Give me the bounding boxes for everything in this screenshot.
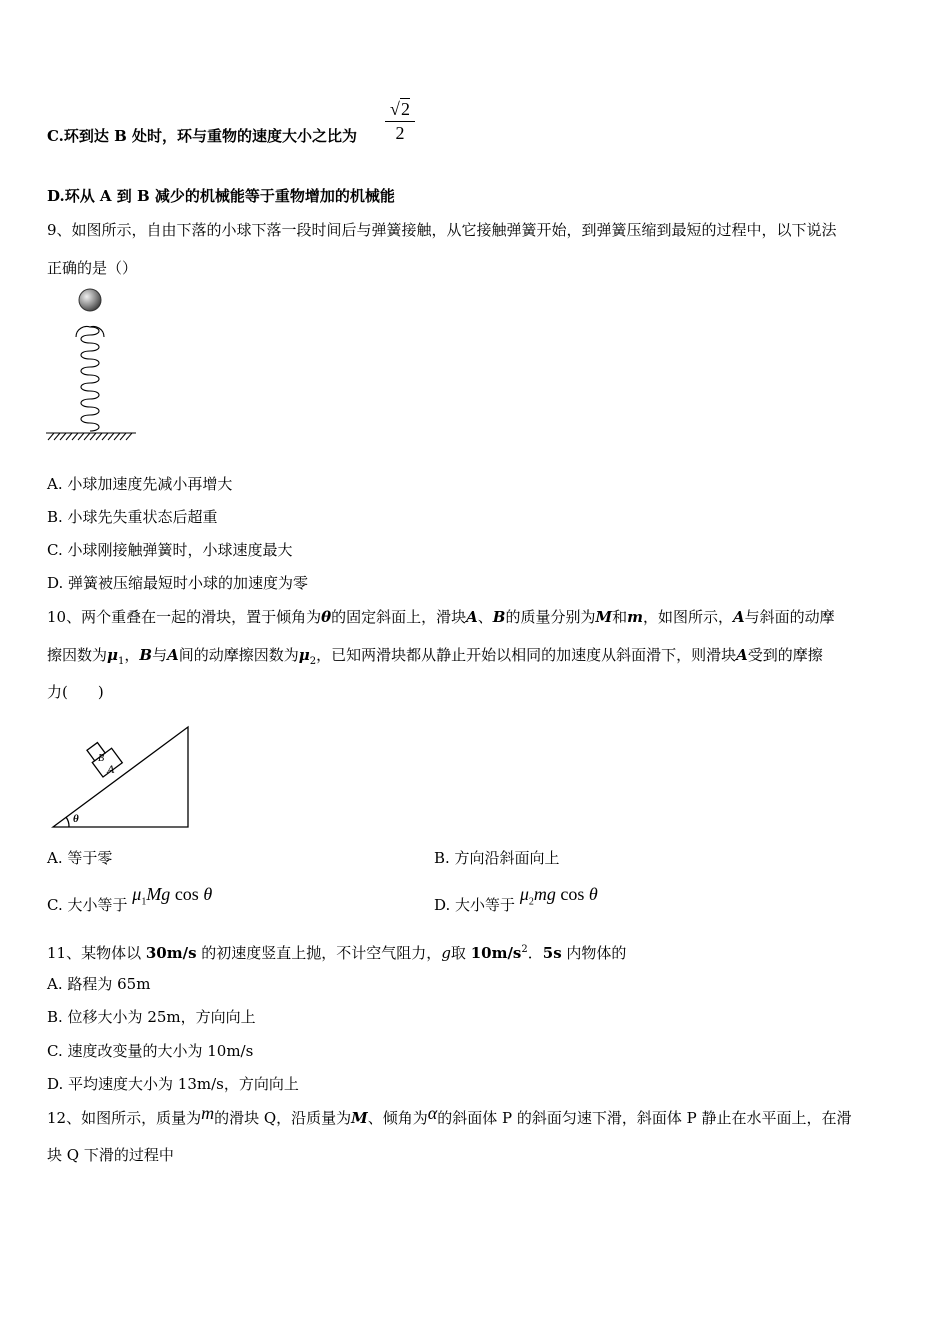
angle-arc-icon (66, 817, 69, 827)
q9-option-d: D. 弹簧被压缩最短时小球的加速度为零 (47, 574, 309, 592)
q10-option-d: D. 大小等于 $\mu_2mg$ cos θ (434, 884, 598, 914)
q10-option-b: B. 方向沿斜面向上 (434, 849, 560, 867)
fraction-numerator: 2 (400, 99, 410, 119)
q10-stem-line3: 力( ) (47, 683, 104, 701)
q10-incline-figure (45, 720, 195, 835)
q9-option-a: A. 小球加速度先减小再增大 (47, 475, 233, 493)
q9-spring-ball-figure (40, 285, 150, 450)
q8-option-c-fraction (385, 98, 415, 144)
q11-option-d: D. 平均速度大小为 13m/s，方向向上 (47, 1075, 299, 1093)
q9-option-c: C. 小球刚接触弹簧时，小球速度最大 (47, 541, 293, 559)
spring-icon (76, 326, 104, 431)
q12-stem-line1: 12、如图所示，质量为m的滑块 Q，沿质量为M、倾角为α的斜面体 P 的斜面匀速下滑，斜面体 P 静止在水平面上，在滑 (47, 1103, 852, 1127)
q10-stem-line1: 10、两个重叠在一起的滑块，置于倾角为θ的固定斜面上，滑块A、B的质量分别为M和m，如图所示，A与斜面的动摩 (47, 608, 835, 626)
q11-stem: 11、某物体以 30m/s 的初速度竖直上抛，不计空气阻力，g取 $10m/s^2$．5s 内物体的 (47, 944, 627, 962)
q11-option-b: B. 位移大小为 25m，方向向上 (47, 1008, 256, 1026)
q10-option-a: A. 等于零 (47, 849, 113, 867)
ground-icon (46, 433, 136, 440)
fraction-denominator: 2 (395, 123, 405, 143)
incline-icon (53, 727, 188, 827)
label-b: B (98, 753, 105, 764)
q12-stem-line2: 块 Q 下滑的过程中 (47, 1146, 174, 1164)
q11-option-c: C. 速度改变量的大小为 10m/s (47, 1042, 254, 1060)
q10-stem-line2: 擦因数为$\mu_1$，B与A间的动摩擦因数为$\mu_2$，已知两滑块都从静止开始以相同的加速度从斜面滑下，则滑块A受到的摩擦 (47, 646, 823, 667)
label-theta: θ (73, 813, 79, 825)
q8-option-d: D.环从 A 到 B 减少的机械能等于重物增加的机械能 (47, 187, 395, 205)
sqrt-sign-icon: √2 (390, 99, 410, 119)
q8-option-c: C.环到达 B 处时，环与重物的速度大小之比为 (47, 127, 358, 145)
q9-stem-line2: 正确的是（） (47, 259, 138, 277)
q9-option-b: B. 小球先失重状态后超重 (47, 508, 218, 526)
q9-stem-line1: 9、如图所示，自由下落的小球下落一段时间后与弹簧接触，从它接触弹簧开始，到弹簧压缩到最短的过程中，以下说法 (47, 221, 837, 239)
ball-icon (79, 289, 101, 311)
q11-option-a: A. 路程为 65m (47, 975, 151, 993)
q10-option-c: C. 大小等于 $\mu_1Mg$ cos θ (47, 884, 213, 914)
label-a: A (107, 762, 115, 776)
